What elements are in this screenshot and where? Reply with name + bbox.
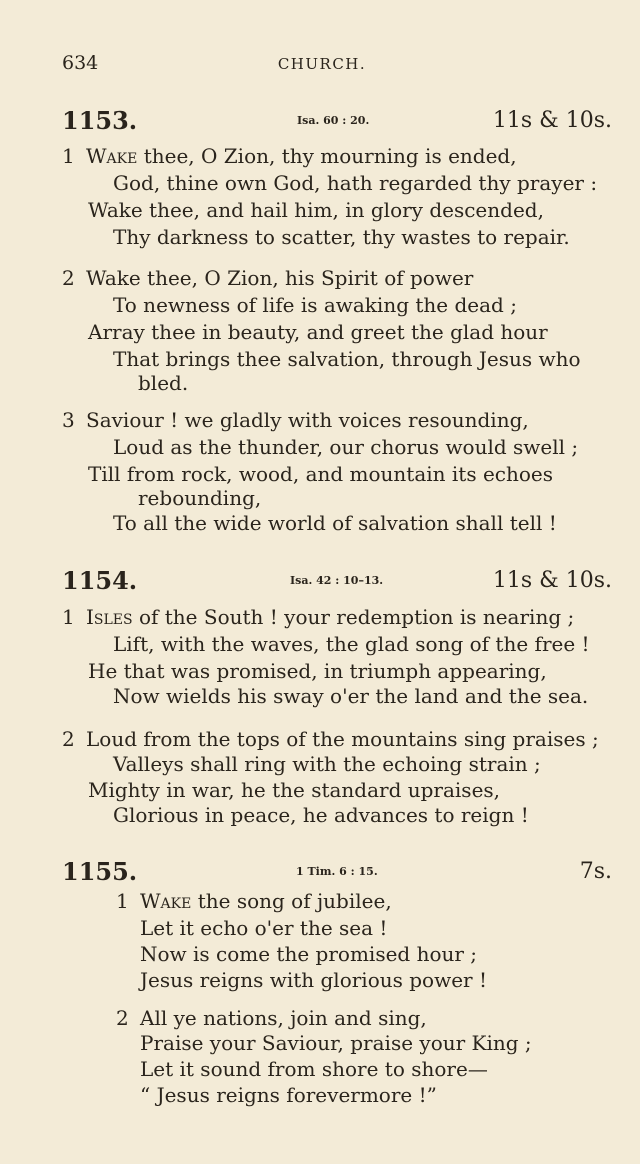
verse-number: 3	[62, 408, 75, 432]
verse-line: To all the wide world of salvation shall tell !	[113, 511, 557, 535]
verse-line-text: Loud from the tops of the mountains sing praises ;	[86, 727, 599, 751]
verse-line: Now is come the promised hour ;	[140, 942, 478, 966]
verse-line: Till from rock, wood, and mountain its echoes	[88, 462, 554, 486]
verse-line: rebounding,	[138, 486, 262, 510]
verse-line: Array thee in beauty, and greet the glad hour	[88, 320, 548, 344]
verse-line-text: thee, O Zion, thy mourning is ended,	[137, 144, 517, 168]
verse-line	[62, 605, 574, 629]
verse-line-text: All ye nations, join and sing,	[140, 1006, 427, 1030]
verse-number: 2	[116, 1006, 129, 1030]
verse-line: He that was promised, in triumph appearing,	[88, 659, 547, 683]
verse-line: Mighty in war, he the standard upraises,	[88, 778, 501, 802]
verse-initial-word: Wake	[86, 144, 138, 168]
verse-number: 2	[62, 727, 75, 751]
verse-number: 1	[62, 144, 75, 168]
verse-line-text: Wake thee, O Zion, his Spirit of power	[86, 266, 474, 290]
verse-line: Glorious in peace, he advances to reign !	[113, 803, 529, 827]
section-title: CHURCH.	[277, 55, 367, 73]
hymn-meter: 7s.	[579, 859, 612, 884]
scripture-reference: Isa. 60 : 20.	[297, 114, 370, 127]
verse-line-text: Saviour ! we gladly with voices resounding,	[86, 408, 529, 432]
verse-line: Lift, with the waves, the glad song of the free !	[113, 632, 590, 656]
verse-line: Jesus reigns with glorious power !	[140, 968, 488, 992]
verse-line	[62, 266, 473, 290]
verse-line: Wake thee, and hail him, in glory descended,	[88, 198, 544, 222]
verse-number: 1	[116, 889, 129, 913]
verse-line	[116, 1006, 427, 1030]
verse-line: Thy darkness to scatter, thy wastes to repair.	[113, 225, 570, 249]
verse-line-text: the song of jubilee,	[191, 889, 392, 913]
verse-line: bled.	[138, 371, 189, 395]
verse-line: God, thine own God, hath regarded thy prayer :	[113, 171, 598, 195]
verse-line: Praise your Saviour, praise your King ;	[140, 1031, 532, 1055]
verse-line	[62, 408, 529, 432]
page-number: 634	[62, 52, 99, 74]
verse-line: Now wields his sway o'er the land and the sea.	[113, 684, 589, 708]
verse-initial-word: Wake	[140, 889, 192, 913]
running-head	[62, 52, 582, 78]
verse-line: To newness of life is awaking the dead ;	[113, 293, 517, 317]
verse-line	[116, 889, 392, 913]
verse-initial-word: Isles	[86, 605, 133, 629]
verse-line-text: of the South ! your redemption is nearing ;	[132, 605, 575, 629]
hymn-meter: 11s & 10s.	[492, 108, 612, 133]
verse-line	[62, 727, 599, 751]
verse-line: Valleys shall ring with the echoing strain ;	[113, 752, 541, 776]
hymn-header-1154	[62, 566, 612, 600]
verse-line: Let it sound from shore to shore—	[140, 1057, 488, 1081]
hymn-number: 1154.	[62, 566, 138, 595]
verse-line: That brings thee salvation, through Jesus who	[113, 347, 581, 371]
verse-number: 1	[62, 605, 75, 629]
scripture-reference: Isa. 42 : 10–13.	[290, 574, 384, 587]
hymn-header-1155	[62, 857, 612, 891]
hymn-number: 1153.	[62, 106, 138, 135]
hymn-meter: 11s & 10s.	[492, 568, 612, 593]
verse-number: 2	[62, 266, 75, 290]
verse-line: Let it echo o'er the sea !	[140, 916, 388, 940]
verse-line	[62, 144, 517, 168]
hymn-header-1153	[62, 106, 612, 140]
verse-line: Loud as the thunder, our chorus would swell ;	[113, 435, 579, 459]
verse-line: “ Jesus reigns forevermore !”	[140, 1083, 437, 1107]
hymn-number: 1155.	[62, 857, 138, 886]
scripture-reference: 1 Tim. 6 : 15.	[296, 865, 378, 878]
